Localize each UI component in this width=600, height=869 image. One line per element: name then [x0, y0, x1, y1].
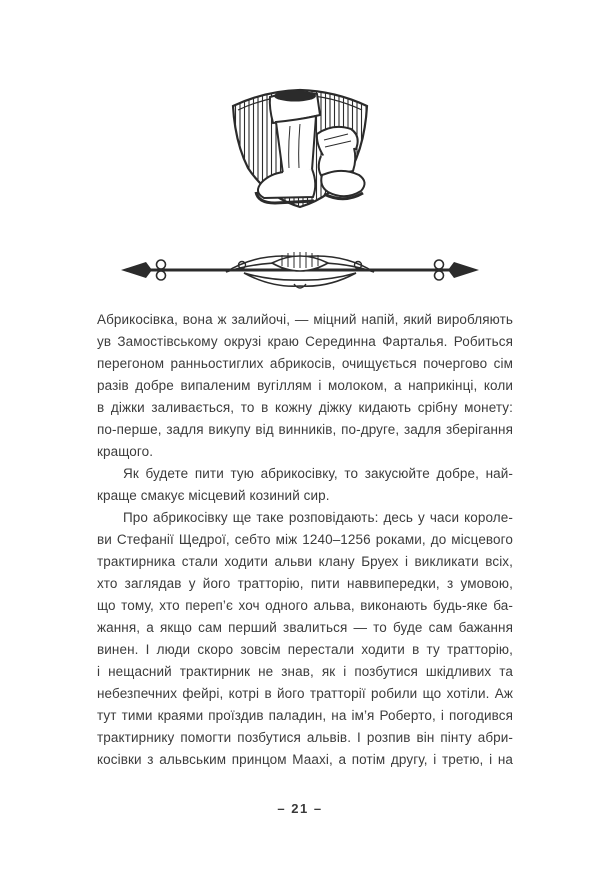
- text-line: перегоном ранньостиглих абрикосів, очищується почергово сім: [97, 356, 513, 371]
- text-line: разів добре випаленим вугіллям і молоком, а наприкінці, коли: [97, 378, 513, 393]
- text-line: що тому, хто переп’є хоч одного альва, виконають будь-яке ба-: [97, 598, 513, 613]
- paragraph-1: [97, 309, 513, 463]
- text-line: трактирнику помогти позбутися альвів. І розпив він пінту абри-: [97, 730, 513, 745]
- text-line: жання, а якщо сам перший звалиться — то буде сам бажання: [97, 620, 513, 635]
- boots-illustration: [220, 76, 380, 214]
- boots-emblem-icon: [220, 76, 380, 214]
- text-line: ви Стефанії Щедрої, себто між 1240–1256 роками, до місцевого: [97, 532, 513, 547]
- text-line: небезпечних фейрі, котрі в його тратторії робили що хотіли. Аж: [97, 686, 513, 701]
- text-line: трактирника стали ходити альви клану Бруех і викликати всіх,: [97, 554, 513, 569]
- text-line: хто заглядав у його тратторію, пити наввипередки, з умовою,: [97, 576, 513, 591]
- page-number: – 21 –: [277, 801, 323, 816]
- spear-ornament-icon: [118, 247, 482, 293]
- text-line: кращого.: [97, 444, 154, 459]
- text-line: Абрикосівка, вона ж залийочі, — міцний напій, який виробляють: [97, 312, 513, 327]
- text-line: в діжки заливається, то в кожну діжку кидають срібну монету:: [97, 400, 513, 415]
- body-text: [97, 309, 513, 771]
- paragraph-2: [97, 463, 513, 507]
- ornamental-divider: [118, 247, 482, 293]
- text-line: Як будете пити тую абрикосівку, то закусюйте добре, най-: [123, 466, 513, 481]
- text-line: по-перше, задля викупу від винників, по-друге, задля зберігання: [97, 422, 513, 437]
- text-line: краще смакує місцевий козиний сир.: [97, 488, 330, 503]
- text-line: косівки з альвським принцом Маахі, а потім другу, і третю, і на: [97, 752, 513, 767]
- paragraph-3: [97, 507, 513, 771]
- text-line: Про абрикосівку ще таке розповідають: десь у часи короле-: [123, 510, 513, 525]
- text-line: і нещасний трактирник не знав, як і позбутися шкідливих та: [97, 664, 513, 679]
- text-line: винен. І люди скоро зовсім перестали ходити в ту тратторію,: [97, 642, 513, 657]
- text-line: ув Замостівському окрузі краю Серединна Фарталья. Робиться: [97, 334, 513, 349]
- text-line: тут тими краями проїздив паладин, на ім’я Роберто, і погодився: [97, 708, 513, 723]
